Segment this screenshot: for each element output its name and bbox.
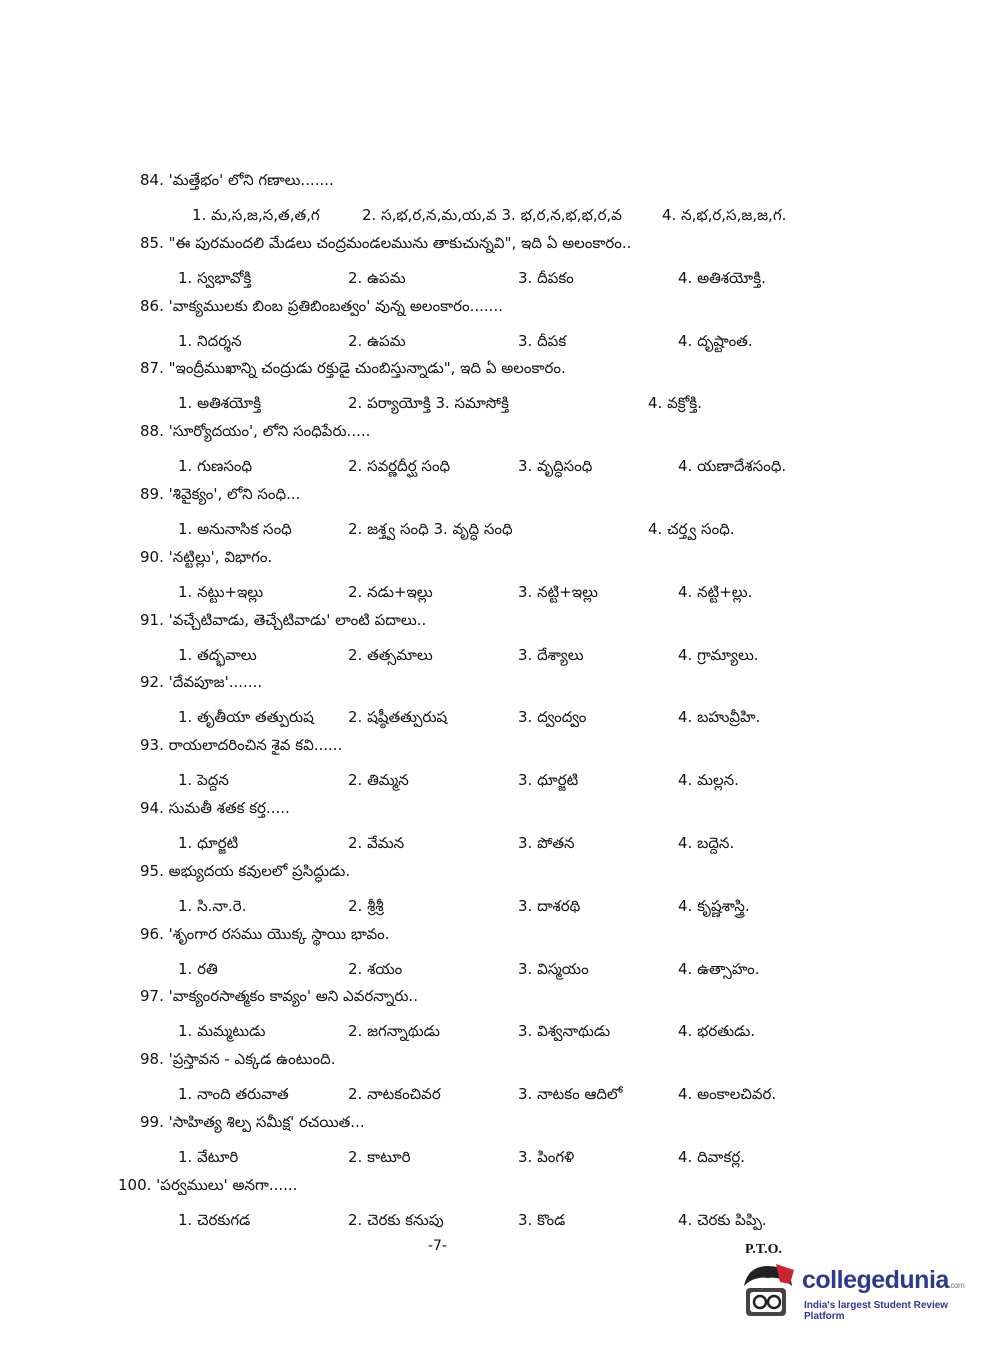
question-stem: 88. 'సూర్యోదయం', లోని సంధిపేరు..... xyxy=(140,422,371,441)
answer-option: 4. నట్టి+ల్లు. xyxy=(678,582,753,601)
answer-option: 2. పర్యాయోక్తి 3. సమాసోక్తి xyxy=(348,394,509,413)
answer-option: 3. ద్వంద్వం xyxy=(518,708,587,727)
answer-option: 1. స్వభావోక్తి xyxy=(178,268,252,287)
answer-option: 1. గుణసంధి xyxy=(178,457,253,476)
answer-option: 3. దేశ్యాలు xyxy=(518,645,584,664)
options-row xyxy=(178,645,878,665)
answer-option: 4. అతిశయోక్తి. xyxy=(678,268,766,287)
answer-option: 1. వేటూరి xyxy=(178,1148,239,1166)
answer-option: 3. దీపకం xyxy=(518,268,574,287)
options-row xyxy=(178,959,878,979)
answer-option: 2. నాటకంచివర xyxy=(348,1085,441,1104)
options-row xyxy=(192,205,892,225)
options-row xyxy=(178,331,878,351)
answer-option: 3. వృద్ధిసంధి xyxy=(518,457,593,476)
answer-option: 4. బహువ్రీహి. xyxy=(678,708,761,727)
answer-option: 2. ఉపమ xyxy=(348,331,406,350)
question-stem: 92. 'దేవపూజ'....... xyxy=(140,673,263,692)
answer-option: 4. దృష్టాంత. xyxy=(678,331,753,350)
answer-option: 3. ధూర్జటి xyxy=(518,771,579,790)
answer-option: 2. ఉపమ xyxy=(348,268,406,287)
options-row xyxy=(178,393,878,413)
answer-option: 4. బద్దెన. xyxy=(678,834,735,852)
options-row xyxy=(178,1084,878,1104)
answer-option: 3. విస్మయం xyxy=(518,959,589,978)
answer-option: 1. సి.నా.రె. xyxy=(178,896,247,915)
answer-option: 3. దాశరథి xyxy=(518,896,581,915)
options-row xyxy=(178,770,878,790)
answer-option: 4. చర్త్వ సంధి. xyxy=(648,520,735,538)
answer-option: 1. నట్టు+ఇల్లు xyxy=(178,582,264,601)
answer-option: 1. మమ్మటుడు xyxy=(178,1022,266,1041)
answer-option: 2. కాటూరి xyxy=(348,1148,411,1166)
options-row xyxy=(178,896,878,916)
options-row xyxy=(178,519,878,539)
answer-option: 3. నట్టి+ఇల్లు xyxy=(518,582,598,601)
question-stem: 96. 'శృంగార రసము యొక్క స్థాయి భావం. xyxy=(140,924,390,943)
question-stem: 98. 'ప్రస్తావన - ఎక్కడ ఉంటుంది. xyxy=(140,1050,336,1069)
answer-option: 4. భరతుడు. xyxy=(678,1022,756,1041)
answer-option: 2. సవర్ణదీర్ఘ సంధి xyxy=(348,457,451,476)
answer-option: 4. యణాదేశసంధి. xyxy=(678,457,787,476)
answer-option: 4. న,భ,ర,స,జ,జ,గ. xyxy=(662,206,787,224)
answer-option: 4. చెరకు పిప్పి. xyxy=(678,1210,767,1229)
options-row xyxy=(178,833,878,853)
question-stem: 100. 'పర్వములు' అనగా...... xyxy=(118,1175,298,1194)
answer-option: 4. దివాకర్ల. xyxy=(678,1148,745,1166)
question-stem: 97. 'వాక్యంరసాత్మకం కావ్యం' అని ఎవరన్నారు.. xyxy=(140,987,418,1006)
options-row xyxy=(178,582,878,602)
answer-option: 3. నాటకం ఆదిలో xyxy=(518,1085,623,1104)
question-stem: 99. 'సాహిత్య శిల్ప సమీక్ష' రచయిత... xyxy=(140,1113,365,1131)
answer-option: 4. కృష్ణశాస్త్రి. xyxy=(678,896,750,915)
pto-label: P.T.O. xyxy=(745,1242,782,1257)
answer-option: 2. తిమ్మన xyxy=(348,771,409,790)
answer-option: 4. అంకాలచివర. xyxy=(678,1085,777,1104)
question-stem: 84. 'మత్తేభం' లోని గణాలు....... xyxy=(140,171,334,189)
answer-option: 2. శ్రీశ్రీ xyxy=(348,896,384,915)
question-stem: 85. "ఈ పురమందలి మేడలు చంద్రమండలమును తాకుచున్నవి", ఇది ఏ అలంకారం.. xyxy=(140,233,632,252)
answer-option: 2. శయం xyxy=(348,959,403,978)
options-row xyxy=(178,268,878,288)
answer-option: 1. అతిశయోక్తి xyxy=(178,394,262,413)
answer-option: 3. విశ్వనాథుడు xyxy=(518,1022,611,1041)
options-row xyxy=(178,456,878,476)
options-row xyxy=(178,1147,878,1167)
options-row xyxy=(178,707,878,727)
answer-option: 1. నిదర్శన xyxy=(178,331,242,350)
question-stem: 87. "ఇంద్రీముఖాన్ని చంద్రుడు రక్తుడై చుంబిస్తున్నాడు", ఇది ఏ అలంకారం. xyxy=(140,359,566,378)
options-row xyxy=(178,1210,878,1230)
answer-option: 1. రతి xyxy=(178,959,218,978)
question-stem: 91. 'వచ్చేటివాడు, తెచ్చేటివాడు' లాంటి పదాలు.. xyxy=(140,610,427,629)
answer-option: 2. నడు+ఇల్లు xyxy=(348,582,433,601)
answer-option: 3. పింగళి xyxy=(518,1148,575,1166)
answer-option: 4. వక్రోక్తి. xyxy=(648,394,702,413)
logo-tagline: India's largest Student Review Platform xyxy=(804,1300,949,1322)
answer-option: 1. తృతీయా తత్పురుష xyxy=(178,708,314,727)
answer-option: 2. చెరకు కనుపు xyxy=(348,1210,444,1229)
answer-option: 4. మల్లన. xyxy=(678,771,739,790)
question-stem: 94. సుమతీ శతక కర్త..... xyxy=(140,799,290,817)
answer-option: 3. పోతన xyxy=(518,834,575,852)
logo-wordmark: collegedunia.com xyxy=(802,1266,965,1294)
answer-option: 3. దీపక xyxy=(518,331,567,350)
collegedunia-logo[interactable] xyxy=(740,1258,980,1328)
question-stem: 90. 'నట్టిల్లు', విభాగం. xyxy=(140,547,273,566)
answer-option: 1. పెద్దన xyxy=(178,771,229,790)
answer-option: 1. అనునాసిక సంధి xyxy=(178,520,292,538)
answer-option: 2. జగన్నాథుడు xyxy=(348,1022,440,1041)
answer-option: 1. చెరకుగడ xyxy=(178,1210,251,1229)
answer-option: 4. ఉత్సాహం. xyxy=(678,959,760,978)
answer-option: 2. షష్ఠీతత్పురుష xyxy=(348,708,448,727)
question-stem: 86. 'వాక్యములకు బింబ ప్రతిబింబత్వం' వున్న అలంకారం....... xyxy=(140,296,503,315)
page-number: -7- xyxy=(428,1238,448,1254)
answer-option: 1. నాంది తరువాత xyxy=(178,1085,289,1104)
answer-option: 1. తద్భవాలు xyxy=(178,645,257,664)
question-stem: 93. రాయలాదరించిన శైవ కవి...... xyxy=(140,736,343,755)
answer-option: 1. ధూర్జటి xyxy=(178,834,239,852)
answer-option: 2. స,భ,ర,న,మ,య,వ 3. భ,ర,న,భ,భ,ర,వ xyxy=(362,206,622,224)
answer-option: 2. వేమన xyxy=(348,834,405,852)
question-stem: 95. అభ్యుదయ కవులలో ప్రసిద్ధుడు. xyxy=(140,861,351,880)
answer-option: 2. జశ్త్వ సంధి 3. వృద్ధి సంధి xyxy=(348,520,513,538)
answer-option: 4. గ్రామ్యాలు. xyxy=(678,645,759,664)
mascot-icon xyxy=(740,1262,796,1320)
options-row xyxy=(178,1021,878,1041)
question-stem: 89. 'శివైక్యం', లోని సంధి... xyxy=(140,485,301,503)
answer-option: 3. కొండ xyxy=(518,1210,566,1229)
answer-option: 2. తత్సమాలు xyxy=(348,645,433,664)
answer-option: 1. మ,స,జ,స,త,త,గ xyxy=(192,206,320,224)
